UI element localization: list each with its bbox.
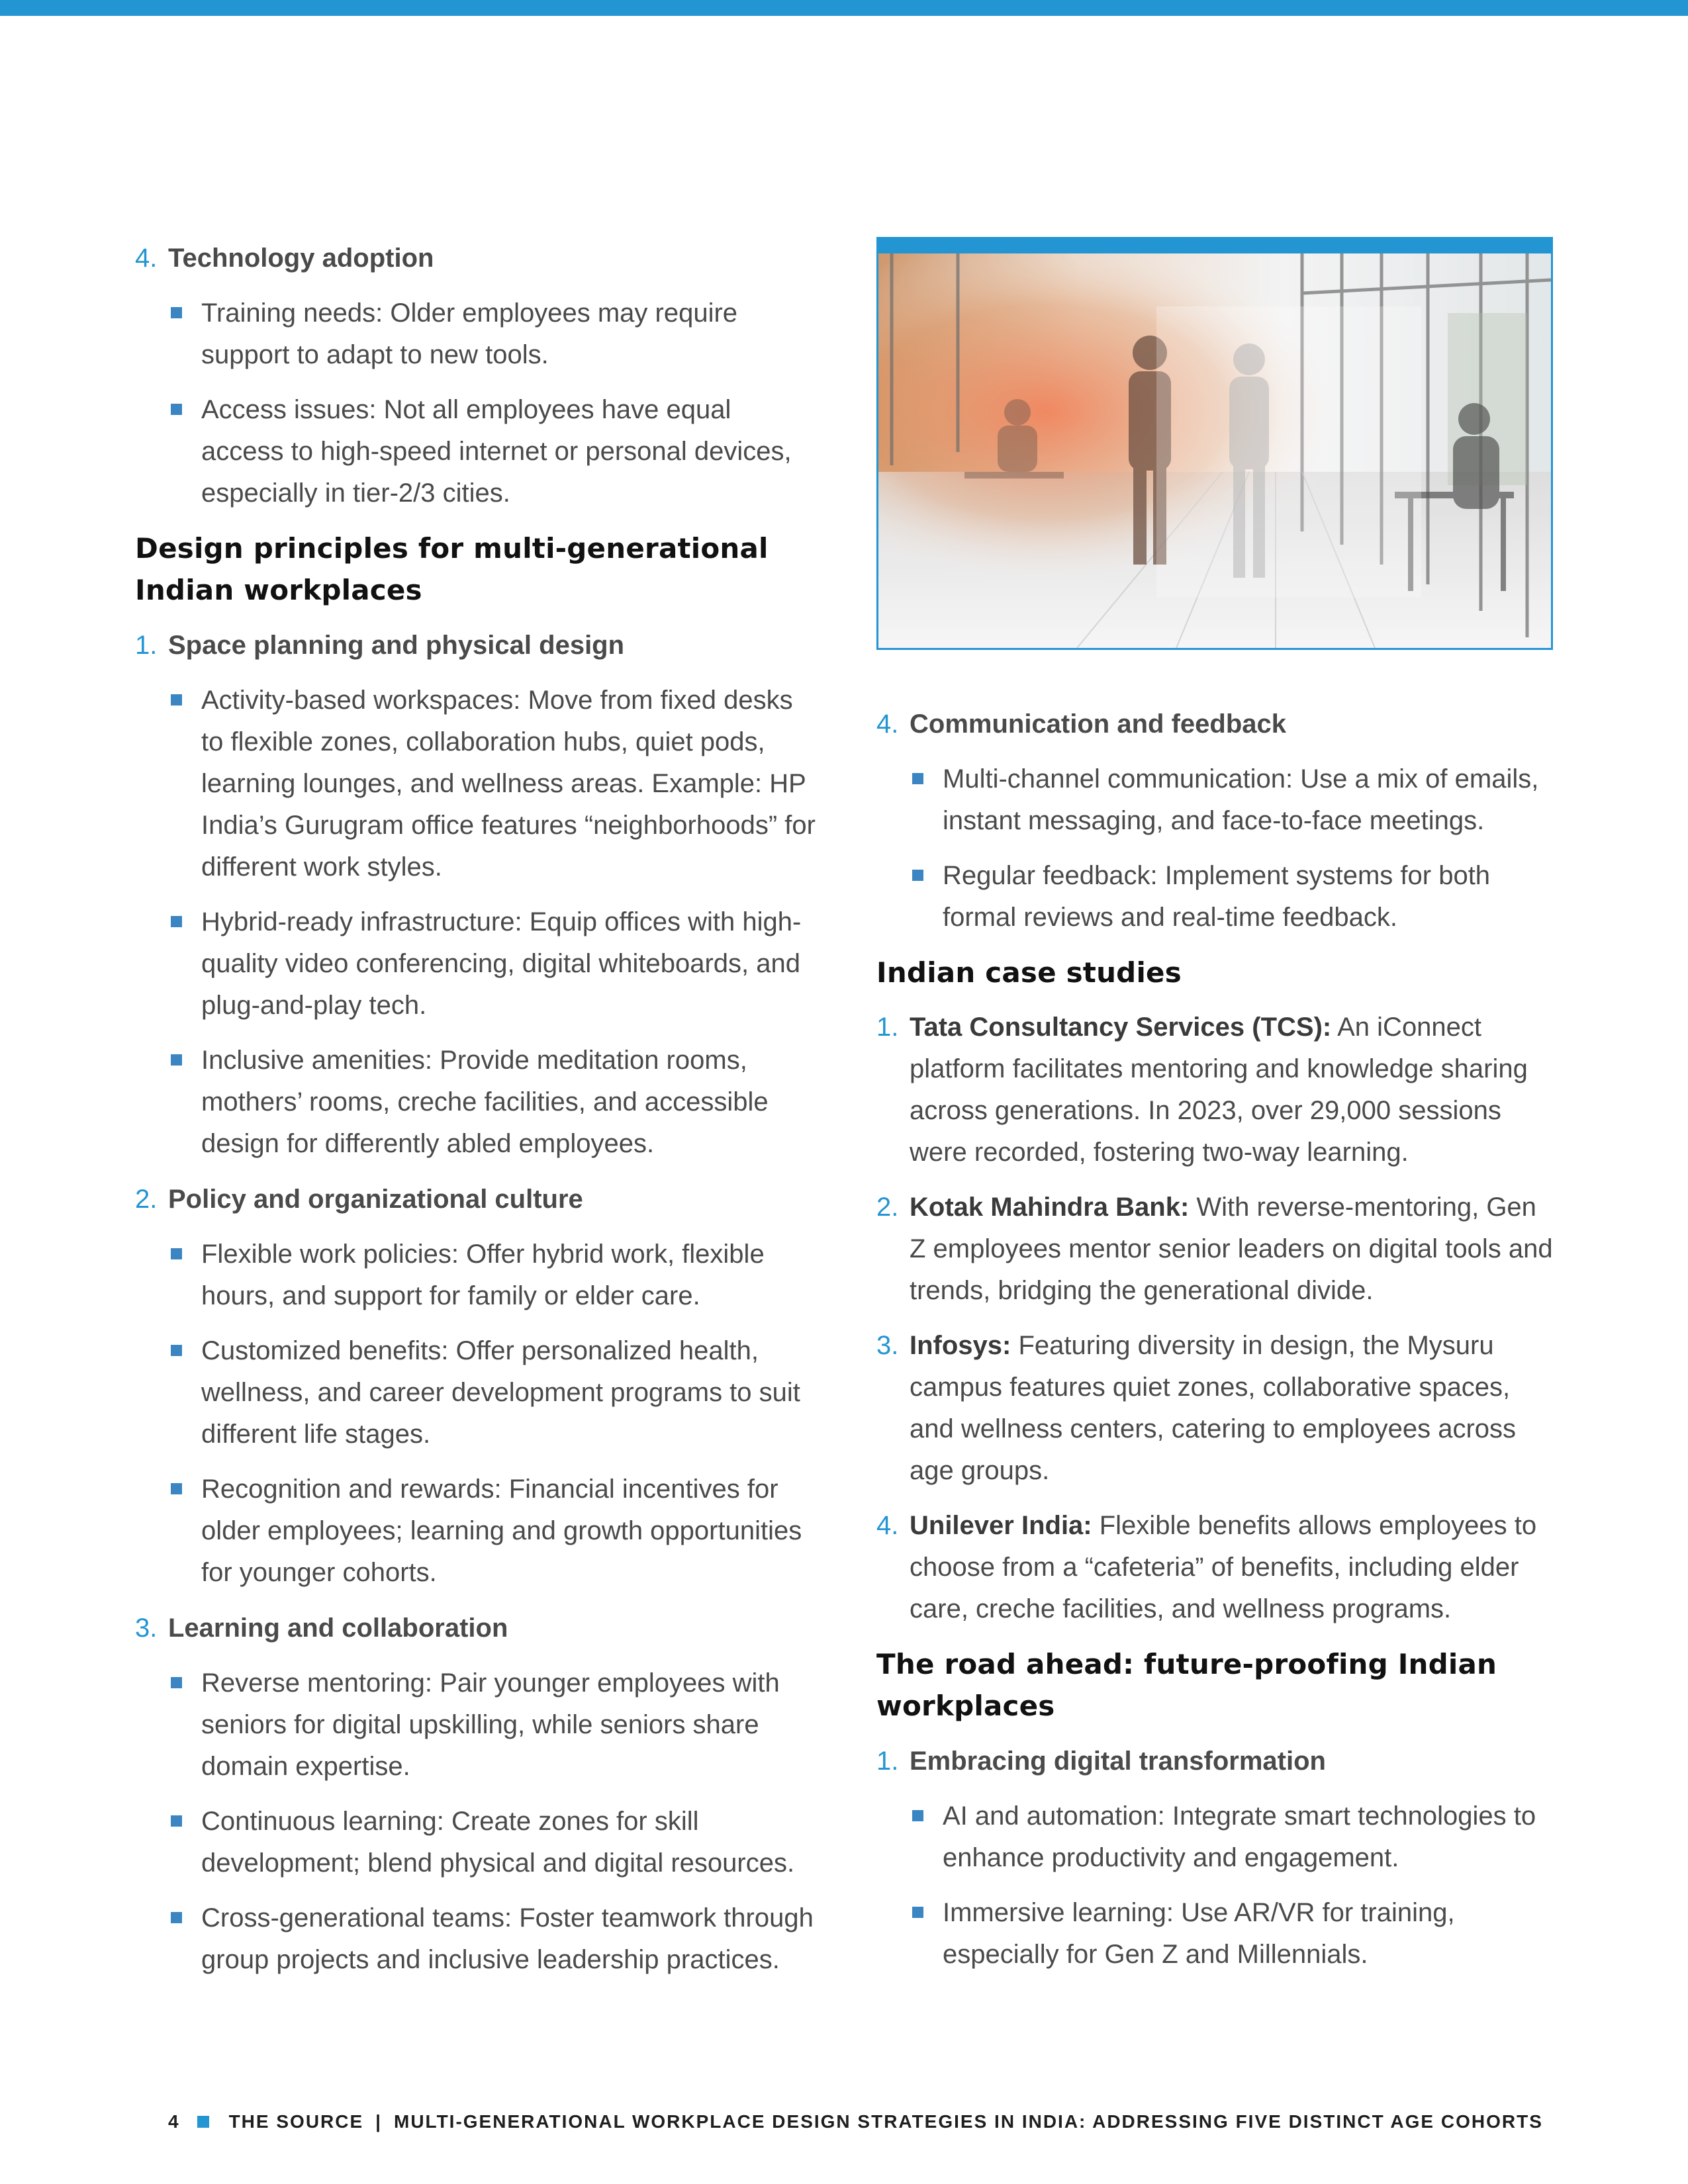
square-bullet-icon <box>910 758 943 784</box>
square-bullet-icon <box>168 680 201 705</box>
list-title: Learning and collaboration <box>168 1614 508 1643</box>
list-item-space-planning <box>135 624 817 666</box>
document-title: MULTI-GENERATIONAL WORKPLACE DESIGN STRATEGIES IN INDIA: ADDRESSING FIVE DISTINCT AGE COHORTS <box>394 2111 1543 2132</box>
list-number: 4. <box>876 1511 899 1540</box>
page-number: 4 <box>168 2111 180 2132</box>
square-bullet-icon <box>168 1330 201 1356</box>
bullet-item: Cross-generational teams: Foster teamwork through group projects and inclusive leadership practices. <box>168 1897 817 1981</box>
list-number: 2. <box>876 1193 899 1222</box>
bullet-item: Multi-channel communication: Use a mix of emails, instant messaging, and face-to-face meetings. <box>910 758 1558 842</box>
case-study-item <box>876 1187 1558 1312</box>
list-item-policy-culture <box>135 1178 817 1220</box>
list-item-technology-adoption <box>135 237 817 279</box>
square-bullet-icon <box>168 389 201 415</box>
office-collaboration-image <box>876 251 1553 650</box>
bullet-item: Activity-based workspaces: Move from fixed desks to flexible zones, collaboration hubs, quiet pods, learning lounges, and wellness areas. Example: HP India’s Gurugram office features “neighborhoods” for different work styles. <box>168 680 817 888</box>
square-bullet-icon <box>168 293 201 318</box>
square-bullet-icon <box>168 1469 201 1494</box>
list-title: Space planning and physical design <box>168 631 625 660</box>
section-heading-design-principles: Design principles for multi-generational Indian workplaces <box>135 532 769 606</box>
case-study-text: Featuring diversity in design, the Mysuru campus features quiet zones, collaborative spaces, and wellness centers, catering to employees across age groups. <box>910 1331 1517 1485</box>
bullet-item: Access issues: Not all employees have equal access to high-speed internet or personal devices, especially in tier-2/3 cities. <box>168 389 817 514</box>
case-study-name: Infosys: <box>910 1331 1011 1360</box>
list-number: 3. <box>876 1331 899 1360</box>
office-photo <box>876 237 1553 650</box>
right-column <box>876 237 1558 1989</box>
left-column <box>135 237 817 1994</box>
square-bullet-icon <box>168 1801 201 1827</box>
bullet-item: Recognition and rewards: Financial incentives for older employees; learning and growth opportunities for younger cohorts. <box>168 1469 817 1594</box>
photo-accent-bar <box>876 237 1553 251</box>
case-study-name: Unilever India: <box>910 1511 1092 1540</box>
section-heading-case-studies: Indian case studies <box>876 956 1182 989</box>
square-bullet-icon <box>168 901 201 927</box>
bullet-item: Hybrid-ready infrastructure: Equip offices with high-quality video conferencing, digital whiteboards, and plug-and-play tech. <box>168 901 817 1026</box>
footer-separator: | <box>375 2111 382 2132</box>
case-study-item <box>876 1325 1558 1492</box>
page-footer <box>168 2111 1543 2132</box>
bullet-item: Customized benefits: Offer personalized health, wellness, and career development programs to suit different life stages. <box>168 1330 817 1455</box>
list-number: 3. <box>135 1614 158 1643</box>
case-study-name: Tata Consultancy Services (TCS): <box>910 1013 1332 1042</box>
case-study-text: An iConnect platform facilitates mentoring and knowledge sharing across generations. In 2023, over 29,000 sessions were recorded, fostering two-way learning. <box>910 1013 1528 1167</box>
case-study-item <box>876 1007 1558 1173</box>
list-number: 4. <box>876 709 899 739</box>
bullet-item: Flexible work policies: Offer hybrid work, flexible hours, and support for family or elder care. <box>168 1234 817 1317</box>
list-item-digital-transformation <box>876 1740 1558 1782</box>
square-marker-icon <box>197 2116 209 2128</box>
bullet-item: Regular feedback: Implement systems for both formal reviews and real-time feedback. <box>910 855 1558 938</box>
case-study-name: Kotak Mahindra Bank: <box>910 1193 1190 1222</box>
square-bullet-icon <box>910 1892 943 1918</box>
list-number: 4. <box>135 244 158 273</box>
list-item-communication-feedback <box>876 703 1558 745</box>
list-number: 1. <box>135 631 158 660</box>
section-heading-road-ahead: The road ahead: future-proofing Indian workplaces <box>876 1648 1497 1722</box>
bullet-item: AI and automation: Integrate smart technologies to enhance productivity and engagement. <box>910 1796 1558 1879</box>
list-title: Technology adoption <box>168 244 434 273</box>
top-accent-bar <box>0 0 1688 16</box>
list-number: 2. <box>135 1185 158 1214</box>
square-bullet-icon <box>168 1234 201 1259</box>
case-study-text: Flexible benefits allows employees to choose from a “cafeteria” of benefits, including elder care, creche facilities, and wellness programs. <box>910 1511 1537 1623</box>
bullet-item: Inclusive amenities: Provide meditation rooms, mothers’ rooms, creche facilities, and accessible design for differently abled employees. <box>168 1040 817 1165</box>
publication-name: THE SOURCE <box>228 2111 364 2132</box>
square-bullet-icon <box>910 855 943 881</box>
case-study-item <box>876 1505 1558 1630</box>
list-title: Communication and feedback <box>910 709 1286 739</box>
bullet-item: Immersive learning: Use AR/VR for training, especially for Gen Z and Millennials. <box>910 1892 1558 1976</box>
list-title: Embracing digital transformation <box>910 1747 1326 1776</box>
square-bullet-icon <box>168 1897 201 1923</box>
list-title: Policy and organizational culture <box>168 1185 583 1214</box>
list-number: 1. <box>876 1013 899 1042</box>
list-item-learning-collaboration <box>135 1607 817 1649</box>
list-number: 1. <box>876 1747 899 1776</box>
case-study-text: With reverse-mentoring, Gen Z employees mentor senior leaders on digital tools and trends, bridging the generational divide. <box>910 1193 1553 1305</box>
square-bullet-icon <box>910 1796 943 1821</box>
bullet-item: Continuous learning: Create zones for skill development; blend physical and digital resources. <box>168 1801 817 1884</box>
square-bullet-icon <box>168 1662 201 1688</box>
bullet-item: Reverse mentoring: Pair younger employees with seniors for digital upskilling, while seniors share domain expertise. <box>168 1662 817 1788</box>
bullet-item: Training needs: Older employees may require support to adapt to new tools. <box>168 293 817 376</box>
square-bullet-icon <box>168 1040 201 1066</box>
